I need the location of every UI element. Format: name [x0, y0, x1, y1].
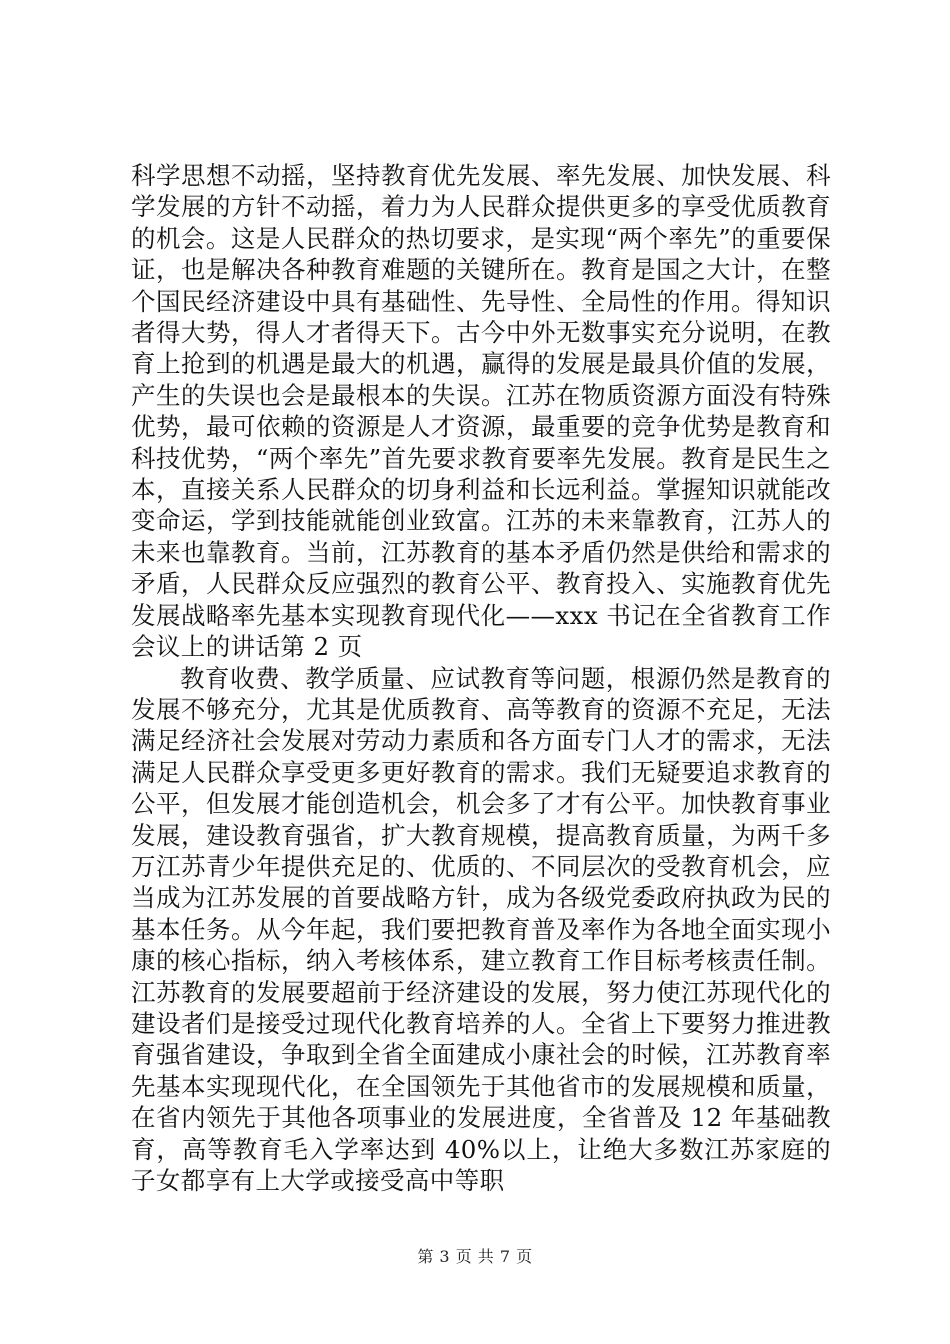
document-body: [131, 160, 831, 1196]
body-paragraph-1: 科学思想不动摇，坚持教育优先发展、率先发展、加快发展、科学发展的方针不动摇，着力为人民群众提供更多的享受优质教育的机会。这是人民群众的热切要求，是实现“两个率先”的重要保证，也是解决各种教育难题的关键所在。教育是国之大计，在整个国民经济建设中具有基础性、先导性、全局性的作用。得知识者得大势，得人才者得天下。古今中外无数事实充分说明，在教育上抢到的机遇是最大的机遇，赢得的发展是最具价值的发展，产生的失误也会是最根本的失误。江苏在物质资源方面没有特殊优势，最可依赖的资源是人才资源，最重要的竞争优势是教育和科技优势，“两个率先”首先要求教育要率先发展。教育是民生之本，直接关系人民群众的切身利益和长远利益。掌握知识就能改变命运，学到技能就能创业致富。江苏的未来靠教育，江苏人的未来也靠教育。当前，江苏教育的基本矛盾仍然是供给和需求的矛盾，人民群众反应强烈的教育公平、教育投入、实施教育优先发展战略率先基本实现教育现代化——xxx 书记在全省教育工作会议上的讲话第 2 页: [131, 161, 831, 662]
page-footer: 第 3 页 共 7 页: [417, 1247, 533, 1266]
body-paragraph-2: 教育收费、教学质量、应试教育等问题，根源仍然是教育的发展不够充分，尤其是优质教育、高等教育的资源不充足，无法满足经济社会发展对劳动力素质和各方面专门人才的需求，无法满足人民群众享受更多更好教育的需求。我们无疑要追求教育的公平，但发展才能创造机会，机会多了才有公平。加快教育事业发展，建设教育强省，扩大教育规模，提高教育质量，为两千多万江苏青少年提供充足的、优质的、不同层次的受教育机会，应当成为江苏发展的首要战略方针，成为各级党委政府执政为民的基本任务。从今年起，我们要把教育普及率作为各地全面实现小康的核心指标，纳入考核体系，建立教育工作目标考核责任制。江苏教育的发展要超前于经济建设的发展，努力使江苏现代化的建设者们是接受过现代化教育培养的人。全省上下要努力推进教育强省建设，争取到全省全面建成小康社会的时候，江苏教育率先基本实现现代化，在全国领先于其他省市的发展规模和质量，在省内领先于其他各项事业的发展进度，全省普及 12 年基础教育，高等教育毛入学率达到 40%以上，让绝大多数江苏家庭的子女都享有上大学或接受高中等职: [131, 663, 831, 1195]
